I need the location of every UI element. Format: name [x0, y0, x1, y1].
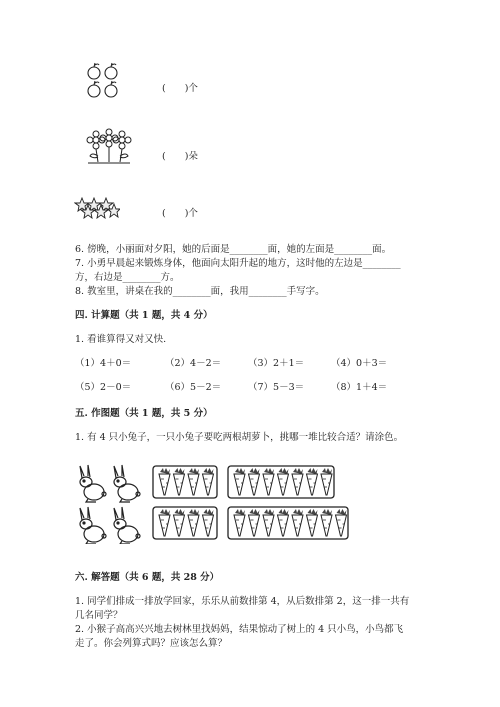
calc-item-1: （1）4＋0＝: [75, 358, 132, 369]
star-icon: [74, 197, 120, 219]
carrot-box-4[interactable]: [227, 506, 349, 540]
question-8: 8. 教室里，讲桌在我的________面，我用________手写字。: [75, 286, 325, 297]
carrot-icon: [249, 468, 260, 495]
flower-icon: [84, 128, 134, 166]
section-6-q2-line2: 走了。你会列算式吗？应该怎么算？: [75, 638, 228, 649]
calc-item-6: （6）5－2＝: [165, 382, 222, 393]
carrot-icon: [234, 509, 245, 536]
section-6-title: 六. 解答题（共 6 题，共 28 分）: [75, 572, 220, 583]
calc-item-3: （3）2＋1＝: [248, 358, 305, 369]
section-4-title: 四. 计算题（共 1 题，共 4 分）: [75, 310, 213, 321]
carrot-icon: [263, 509, 274, 536]
carrot-icon: [188, 468, 199, 495]
carrot-icon: [278, 468, 289, 495]
carrot-icon: [321, 509, 332, 536]
calc-item-7: （7）5－3＝: [248, 382, 305, 393]
carrot-icon: [321, 468, 332, 495]
carrot-icon: [203, 509, 214, 536]
section-6-q1-line1: 1. 同学们排成一排放学回家，乐乐从前数排第 4，从后数排第 2，这一排一共有: [75, 596, 410, 607]
carrot-icon: [307, 509, 318, 536]
carrot-icon: [307, 468, 318, 495]
blank-count-2: ( )朵: [162, 151, 198, 162]
rabbit-figure: [74, 464, 144, 544]
section-6-q2-line1: 2. 小猴子高高兴兴地去树林里找妈妈，结果惊动了树上的 4 只小鸟，小鸟都飞: [75, 624, 404, 635]
apple-group: [85, 60, 121, 98]
star-group: [74, 197, 120, 219]
carrot-icon: [234, 468, 245, 495]
blank-count-1: ( )个: [162, 83, 198, 94]
blank-count-3: ( )个: [162, 208, 198, 219]
carrot-icon: [336, 509, 347, 536]
carrot-icon: [174, 509, 185, 536]
rabbit-icon: [74, 464, 144, 544]
carrot-box-3-graphic: [152, 506, 218, 540]
carrot-box-3[interactable]: [152, 506, 218, 540]
carrot-box-1[interactable]: [152, 465, 218, 499]
flower-group: [84, 128, 134, 166]
question-6: 6. 傍晚，小丽面对夕阳，她的后面是________面，她的左面是________面。: [75, 244, 392, 255]
section-6-q1-line2: 几名同学？: [75, 610, 123, 621]
carrot-icon: [159, 509, 170, 536]
carrot-icon: [292, 509, 303, 536]
carrot-icon: [278, 509, 289, 536]
carrot-icon: [249, 509, 260, 536]
section-5-prompt: 1. 有 4 只小兔子，一只小兔子要吃两根胡萝卜，挑哪一堆比较合适？请涂色。: [75, 432, 404, 443]
calc-item-4: （4）0＋3＝: [331, 358, 388, 369]
question-7-line1: 7. 小勇早晨起来锻炼身体，他面向太阳升起的地方，这时他的左边是________: [75, 258, 401, 269]
calc-item-2: （2）4－2＝: [165, 358, 222, 369]
carrot-box-2-graphic: [227, 465, 335, 499]
question-7-line2: 方，右边是________方。: [75, 272, 180, 283]
carrot-icon: [263, 468, 274, 495]
carrot-box-1-graphic: [152, 465, 218, 499]
carrot-box-4-graphic: [227, 506, 349, 540]
section-4-prompt: 1. 看谁算得又对又快.: [75, 334, 167, 345]
apple-icon: [85, 60, 121, 98]
carrot-icon: [188, 509, 199, 536]
calc-item-5: （5）2－0＝: [75, 382, 132, 393]
carrot-icon: [203, 468, 214, 495]
carrot-icon: [159, 468, 170, 495]
carrot-icon: [174, 468, 185, 495]
carrot-icon: [292, 468, 303, 495]
calc-item-8: （8）1＋4＝: [331, 382, 388, 393]
section-5-title: 五. 作图题（共 1 题，共 5 分）: [75, 408, 213, 419]
carrot-box-2[interactable]: [227, 465, 335, 499]
